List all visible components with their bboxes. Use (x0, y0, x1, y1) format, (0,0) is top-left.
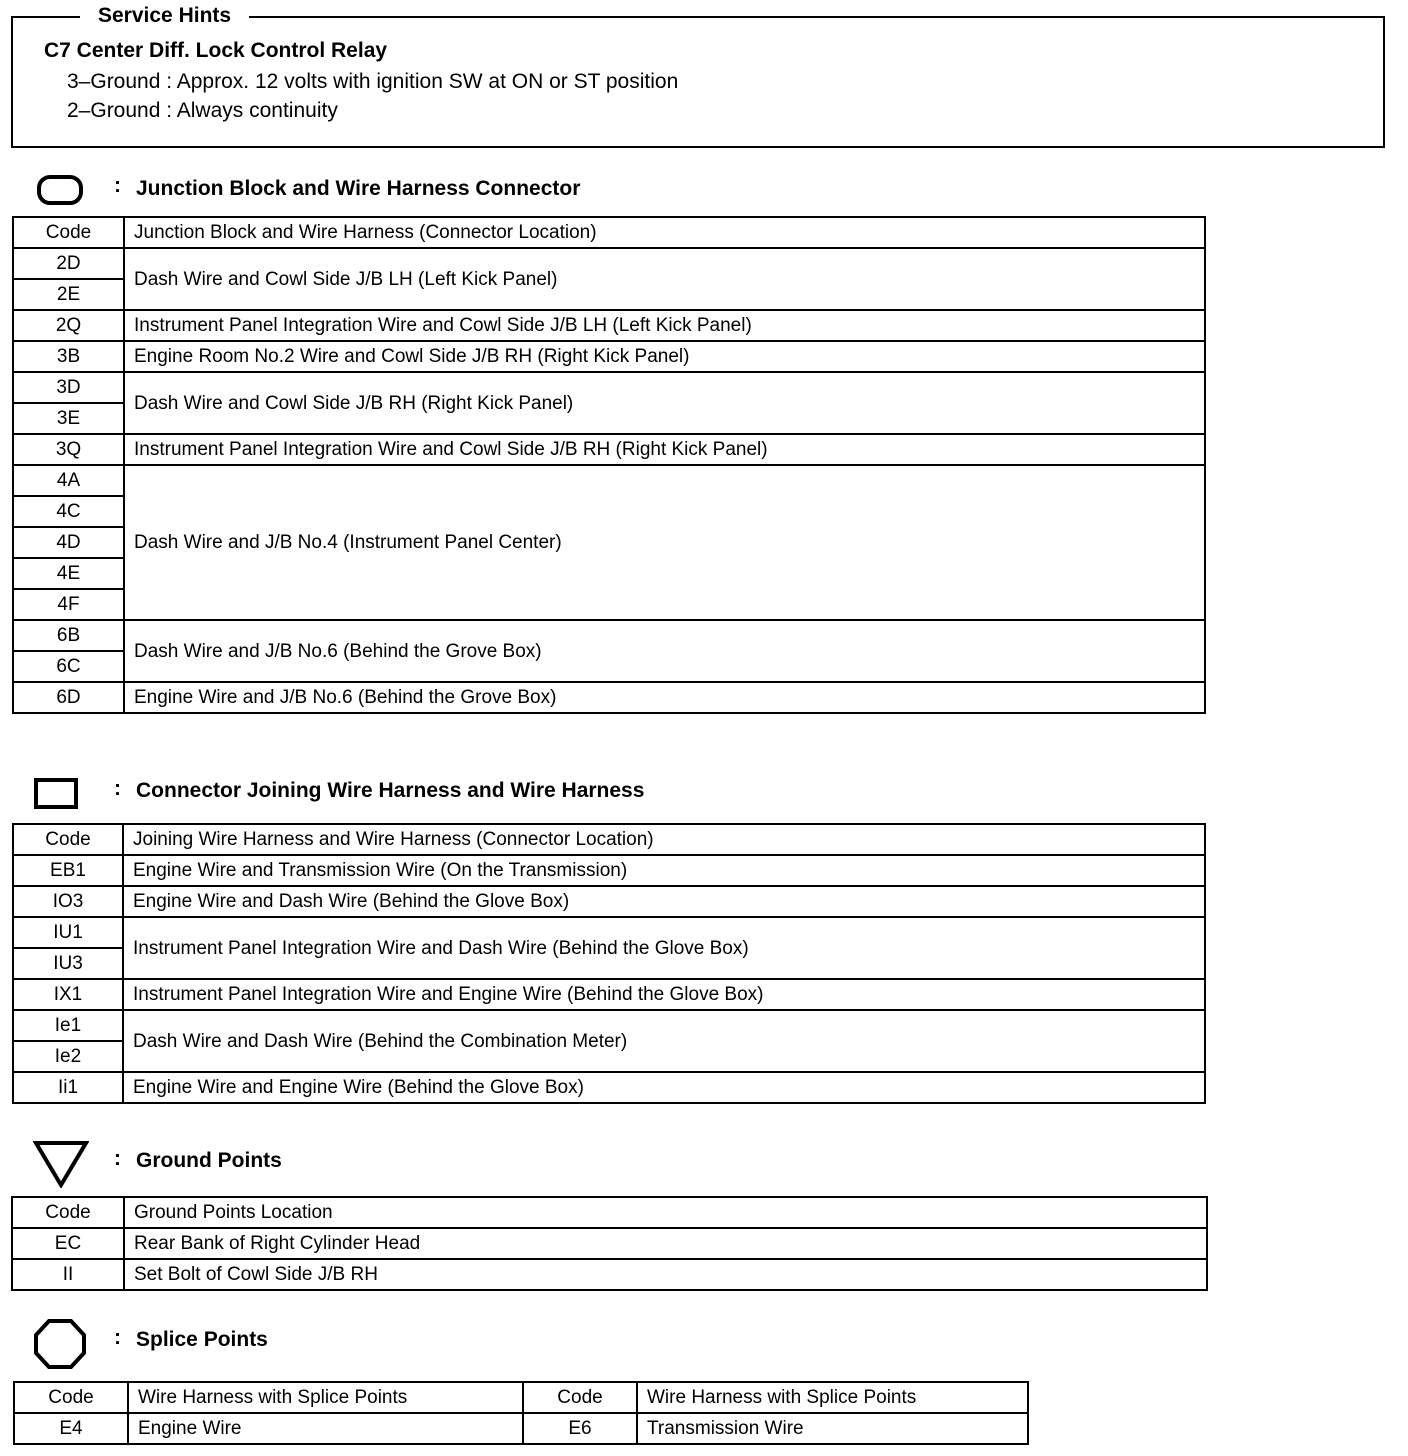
desc-cell: Dash Wire and Cowl Side J/B RH (Right Kick Panel) (124, 372, 1205, 434)
code-cell: IU3 (13, 948, 123, 979)
desc-cell: Dash Wire and J/B No.4 (Instrument Panel Center) (124, 465, 1205, 620)
table-row (13, 1072, 1205, 1103)
code-cell: 6D (13, 682, 124, 713)
table-row (13, 620, 1205, 651)
code-header: Code (12, 1197, 124, 1228)
desc-header: Joining Wire Harness and Wire Harness (Connector Location) (123, 824, 1205, 855)
code-header: Code (13, 824, 123, 855)
table-row (13, 917, 1205, 948)
code-cell: 2D (13, 248, 124, 279)
desc-cell: Instrument Panel Integration Wire and Dash Wire (Behind the Glove Box) (123, 917, 1205, 979)
code-header: Code (14, 1382, 128, 1413)
table-row (13, 310, 1205, 341)
code-cell: E6 (523, 1413, 637, 1444)
section-colon: : (114, 174, 121, 197)
table-header-row (14, 1382, 1028, 1413)
code-cell: 6C (13, 651, 124, 682)
rectangle-icon (33, 777, 79, 811)
table-row (13, 886, 1205, 917)
desc-cell: Engine Wire and Dash Wire (Behind the Glove Box) (123, 886, 1205, 917)
code-cell: 4F (13, 589, 124, 620)
service-hint-line: 2–Ground : Always continuity (67, 99, 338, 122)
desc-cell: Engine Wire and Transmission Wire (On the Transmission) (123, 855, 1205, 886)
code-cell: 4E (13, 558, 124, 589)
code-cell: II (12, 1259, 124, 1290)
code-cell: EB1 (13, 855, 123, 886)
desc-cell: Set Bolt of Cowl Side J/B RH (124, 1259, 1207, 1290)
code-cell: 3E (13, 403, 124, 434)
code-cell: 4C (13, 496, 124, 527)
service-hints-title: Service Hints (80, 4, 249, 28)
table-row (12, 1259, 1207, 1290)
connector-joining-table (12, 823, 1206, 1104)
desc-cell: Transmission Wire (637, 1413, 1028, 1444)
service-hint-line: 3–Ground : Approx. 12 volts with ignition SW at ON or ST position (67, 70, 679, 93)
code-cell: 4D (13, 527, 124, 558)
code-cell: 3B (13, 341, 124, 372)
service-hints-heading: C7 Center Diff. Lock Control Relay (44, 39, 388, 62)
code-cell: 2Q (13, 310, 124, 341)
desc-cell: Instrument Panel Integration Wire and Engine Wire (Behind the Glove Box) (123, 979, 1205, 1010)
code-cell: IO3 (13, 886, 123, 917)
junction-block-table (12, 216, 1206, 714)
junction-block-title: Junction Block and Wire Harness Connector (136, 177, 581, 200)
rounded-rectangle-icon (36, 174, 84, 206)
desc-header: Junction Block and Wire Harness (Connector Location) (124, 217, 1205, 248)
code-cell: Ie1 (13, 1010, 123, 1041)
desc-cell: Dash Wire and J/B No.6 (Behind the Grove Box) (124, 620, 1205, 682)
code-cell: E4 (14, 1413, 128, 1444)
table-row (13, 248, 1205, 279)
desc-cell: Engine Wire (128, 1413, 523, 1444)
ground-points-table (11, 1196, 1208, 1291)
table-header-row (13, 217, 1205, 248)
table-row (13, 434, 1205, 465)
desc-cell: Engine Wire and J/B No.6 (Behind the Grove Box) (124, 682, 1205, 713)
splice-points-table (13, 1381, 1029, 1445)
section-colon: : (114, 1326, 121, 1349)
desc-cell: Instrument Panel Integration Wire and Cowl Side J/B RH (Right Kick Panel) (124, 434, 1205, 465)
code-cell: EC (12, 1228, 124, 1259)
code-cell: 2E (13, 279, 124, 310)
desc-cell: Dash Wire and Cowl Side J/B LH (Left Kick Panel) (124, 248, 1205, 310)
desc-cell: Instrument Panel Integration Wire and Cowl Side J/B LH (Left Kick Panel) (124, 310, 1205, 341)
code-cell: 4A (13, 465, 124, 496)
code-cell: 6B (13, 620, 124, 651)
code-cell: IU1 (13, 917, 123, 948)
section-colon: : (114, 1147, 121, 1170)
code-header: Code (523, 1382, 637, 1413)
table-row (13, 855, 1205, 886)
desc-cell: Engine Room No.2 Wire and Cowl Side J/B RH (Right Kick Panel) (124, 341, 1205, 372)
table-header-row (12, 1197, 1207, 1228)
table-row (13, 979, 1205, 1010)
table-row (13, 682, 1205, 713)
code-cell: Ie2 (13, 1041, 123, 1072)
desc-header: Ground Points Location (124, 1197, 1207, 1228)
table-row (12, 1228, 1207, 1259)
triangle-down-icon (33, 1140, 89, 1188)
desc-cell: Rear Bank of Right Cylinder Head (124, 1228, 1207, 1259)
table-row (13, 465, 1205, 496)
connector-joining-title: Connector Joining Wire Harness and Wire Harness (136, 779, 645, 802)
table-row (13, 341, 1205, 372)
table-row (13, 372, 1205, 403)
desc-cell: Engine Wire and Engine Wire (Behind the Glove Box) (123, 1072, 1205, 1103)
code-cell: IX1 (13, 979, 123, 1010)
table-row (13, 1010, 1205, 1041)
code-cell: Ii1 (13, 1072, 123, 1103)
code-cell: 3Q (13, 434, 124, 465)
desc-header: Wire Harness with Splice Points (128, 1382, 523, 1413)
desc-header: Wire Harness with Splice Points (637, 1382, 1028, 1413)
octagon-icon (33, 1318, 87, 1370)
desc-cell: Dash Wire and Dash Wire (Behind the Combination Meter) (123, 1010, 1205, 1072)
code-header: Code (13, 217, 124, 248)
ground-points-title: Ground Points (136, 1149, 282, 1172)
section-colon: : (114, 777, 121, 800)
splice-points-title: Splice Points (136, 1328, 268, 1351)
code-cell: 3D (13, 372, 124, 403)
table-row (14, 1413, 1028, 1444)
table-header-row (13, 824, 1205, 855)
